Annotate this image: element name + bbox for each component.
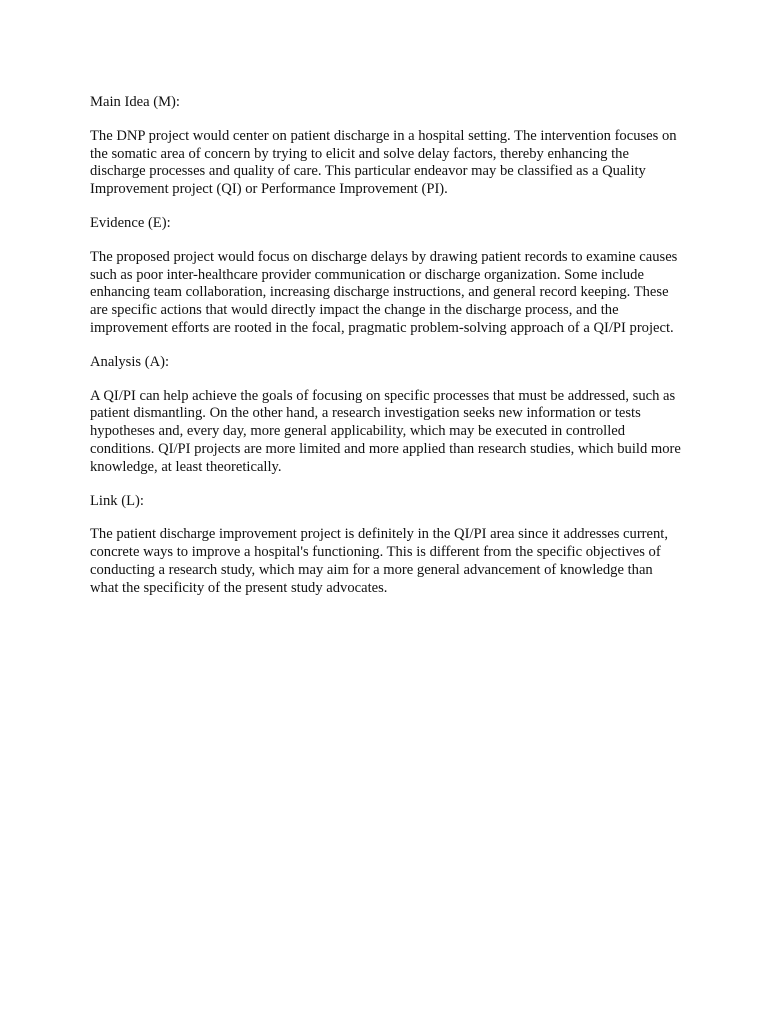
section-body-analysis: A QI/PI can help achieve the goals of focusing on specific processes that must be addressed, such as patient dismantling. On the other hand, a research investigation seeks new information or tests hypotheses and, every day, more general applicability, which may be executed in controlled conditions. QI/PI projects are more limited and more applied than research studies, which build more knowledge, at least theoretically. [90,387,681,475]
section-heading-link: Link (L): [90,492,144,509]
section-heading-analysis: Analysis (A): [90,353,170,370]
section-heading-evidence: Evidence (E): [90,214,171,231]
section-body-link: The patient discharge improvement project is definitely in the QI/PI area since it addresses current, concrete ways to improve a hospital's functioning. This is different from the specific objectives of conducting a research study, which may aim for a more general advancement of knowledge than what the specificity of the present study advocates. [90,526,669,596]
section-heading-main-idea: Main Idea (M): [90,94,180,110]
section-body-evidence: The proposed project would focus on discharge delays by drawing patient records to examine causes such as poor inter-healthcare provider communication or discharge organization. Some include enhancing team collaboration, increasing discharge instructions, and general record keeping. These are specific actions that would directly impact the change in the discharge process, and the improvement efforts are rooted in the focal, pragmatic problem-solving approach of a QI/PI project. [90,248,678,336]
section-body-main-idea: The DNP project would center on patient discharge in a hospital setting. The intervention focuses on the somatic area of concern by trying to elicit and solve delay factors, thereby enhancing the discharge processes and quality of care. This particular endeavor may be classified as a Quality Improvement project (QI) or Performance Improvement (PI). [90,127,677,198]
document-page [90,94,682,614]
